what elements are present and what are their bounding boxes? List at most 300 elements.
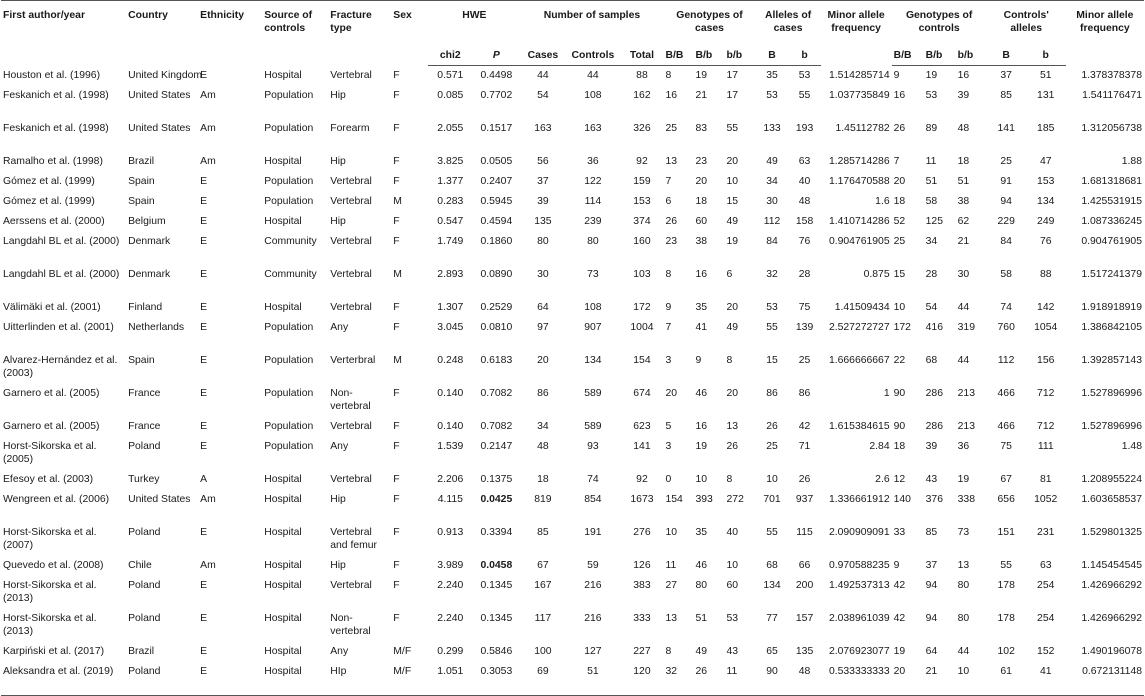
- table-row: [1, 437, 1144, 470]
- cell-controls-BB: 15: [893, 269, 906, 280]
- cell-controls-b: 47: [1039, 156, 1052, 167]
- cell-controls-Bb: 64: [925, 646, 938, 657]
- table-row: [1, 609, 1144, 642]
- cell-controls-BB: 19: [893, 646, 906, 657]
- cell-total: 88: [636, 70, 648, 81]
- table-row: [1, 192, 1144, 212]
- cell-cases: 34: [537, 421, 549, 432]
- cell-sex: M: [393, 196, 402, 207]
- cell-fracture: Vertebral and femur: [330, 527, 378, 551]
- cell-source: Population: [264, 355, 314, 366]
- cell-cases-b: 139: [795, 322, 814, 333]
- cell-cases-Bb: 10: [695, 474, 708, 485]
- cell-controls-b: 185: [1037, 123, 1055, 134]
- header-maf-controls: Minor allele frequency: [1076, 10, 1134, 34]
- subheader-cases-bb: b/b: [725, 46, 756, 66]
- cell-controls-BB: 52: [893, 216, 906, 227]
- cell-controls-BB: 90: [893, 388, 906, 399]
- cell-total: 126: [633, 560, 651, 571]
- cell-cases-bb: 20: [726, 388, 739, 399]
- header-hwe: HWE: [462, 10, 487, 21]
- cell-source: Hospital: [264, 560, 302, 571]
- cell-controls-b: 153: [1037, 176, 1055, 187]
- cell-ethnicity: E: [200, 441, 208, 452]
- table-header: [1, 1, 1144, 66]
- cell-maf-cases: 1.666666667: [828, 355, 890, 366]
- cell-author: Garnero et al. (2005): [3, 421, 100, 432]
- cell-controls-bb: 10: [956, 662, 987, 696]
- cell-maf-controls: 1.087336245: [1081, 216, 1142, 227]
- cell-source: Population: [264, 196, 314, 207]
- cell-controls: 108: [584, 90, 602, 101]
- cell-cases-b: 42: [798, 421, 811, 432]
- cell-controls-bb: 19: [957, 474, 970, 485]
- cell-cases-b: 75: [798, 302, 811, 313]
- cell-controls-BB: 22: [893, 355, 906, 366]
- cell-country: United States: [128, 123, 191, 134]
- cell-country: Denmark: [128, 236, 171, 247]
- cell-cases-Bb: 23: [695, 156, 708, 167]
- cell-cases-bb: 43: [726, 646, 739, 657]
- header-author: First author/year: [3, 10, 85, 21]
- cell-chi2: 0.571: [437, 70, 464, 81]
- cell-total: 172: [633, 302, 651, 313]
- cell-p: 0.4498: [480, 70, 513, 81]
- cell-cases-BB: 3: [665, 355, 672, 366]
- cell-chi2: 1.749: [437, 236, 464, 247]
- cell-cases: 48: [537, 441, 549, 452]
- cell-cases-BB: 8: [665, 646, 672, 657]
- cell-source: Population: [264, 176, 314, 187]
- header-fracture: Fracture type: [330, 10, 372, 34]
- cell-cases: 80: [537, 236, 549, 247]
- cell-controls-bb: 44: [957, 302, 970, 313]
- cell-controls-BB: 42: [893, 613, 906, 624]
- table-row: [1, 556, 1144, 576]
- cell-author: Gómez et al. (1999): [3, 196, 95, 207]
- cell-fracture: Hip: [330, 560, 346, 571]
- cell-cases: 30: [537, 269, 549, 280]
- cell-source: Hospital: [264, 302, 302, 313]
- cell-ethnicity: E: [200, 269, 208, 280]
- cell-sex: F: [393, 560, 400, 571]
- cell-country: United States: [128, 494, 191, 505]
- cell-cases-Bb: 21: [695, 90, 708, 101]
- cell-author: Alvarez-Hernández et al. (2003): [3, 355, 118, 379]
- header-genotypes-controls: Genotypes of controls: [905, 10, 973, 34]
- cell-maf-cases: 2.076923077: [828, 646, 890, 657]
- cell-controls-BB: 12: [893, 474, 906, 485]
- cell-maf-controls: 1.208955224: [1081, 474, 1142, 485]
- cell-controls-bb: 213: [957, 421, 975, 432]
- cell-cases-BB: 9: [665, 302, 672, 313]
- cell-cases-b: 135: [795, 646, 814, 657]
- cell-cases-B: 112: [763, 216, 781, 227]
- cell-controls: 191: [584, 527, 602, 538]
- cell-cases-b: 53: [798, 70, 811, 81]
- cell-cases-bb: 272: [726, 494, 744, 505]
- cell-country: Poland: [128, 613, 161, 624]
- cell-controls-B: 84: [1000, 236, 1012, 247]
- cell-controls-bb: 213: [957, 388, 975, 399]
- cell-cases-b: 66: [798, 560, 811, 571]
- cell-controls-B: 94: [1000, 196, 1012, 207]
- cell-maf-cases: 1.615384615: [828, 421, 890, 432]
- cell-sex: F: [393, 302, 400, 313]
- cell-sex: F: [393, 527, 400, 538]
- cell-p: 0.6183: [480, 355, 513, 366]
- cell-cases-b: 28: [798, 269, 811, 280]
- cell-author: Uitterlinden et al. (2001): [3, 322, 114, 333]
- subheader-controls-BB: B/B: [892, 46, 924, 66]
- cell-controls: 589: [584, 421, 602, 432]
- cell-p: 0.7702: [480, 90, 513, 101]
- header-samples: Number of samples: [543, 10, 641, 21]
- cell-author: Karpiński et al. (2017): [3, 646, 105, 657]
- cell-controls: 239: [584, 216, 602, 227]
- cell-controls-B: 85: [1000, 90, 1012, 101]
- cell-controls-BB: 172: [893, 322, 911, 333]
- cell-cases-BB: 8: [665, 70, 672, 81]
- cell-total: 383: [633, 580, 651, 591]
- cell-controls-b: 88: [1039, 269, 1052, 280]
- cell-fracture: Hip: [330, 90, 346, 101]
- cell-controls-Bb: 68: [925, 355, 938, 366]
- cell-cases-Bb: 18: [695, 196, 708, 207]
- cell-cases-b: 63: [798, 156, 811, 167]
- cell-cases: 97: [537, 322, 549, 333]
- cell-cases-BB: 3: [665, 441, 672, 452]
- subheader-cases-Bb: B/b: [694, 46, 725, 66]
- cell-author: Ramalho et al. (1998): [3, 156, 103, 167]
- cell-maf-controls: 1.517241379: [1081, 269, 1142, 280]
- cell-controls-BB: 9: [893, 560, 900, 571]
- cell-cases-Bb: 26: [694, 662, 725, 696]
- cell-controls-b: 152: [1037, 646, 1055, 657]
- table-row: [1, 232, 1144, 265]
- cell-cases-BB: 5: [665, 421, 672, 432]
- cell-p: 0.3053: [472, 662, 520, 696]
- cell-maf-cases: 0.875: [863, 269, 890, 280]
- cell-cases-B: 701: [763, 494, 781, 505]
- subheader-chi2: chi2: [428, 46, 472, 66]
- cell-chi2: 0.283: [437, 196, 464, 207]
- cell-controls: 589: [584, 388, 602, 399]
- cell-controls-Bb: 286: [925, 421, 943, 432]
- cell-chi2: 0.547: [437, 216, 464, 227]
- cell-source: Population: [264, 441, 314, 452]
- cell-cases-b: 115: [796, 527, 813, 538]
- cell-cases-BB: 13: [665, 156, 678, 167]
- cell-controls-B: 74: [1000, 302, 1012, 313]
- cell-source: Hospital: [262, 662, 328, 696]
- cell-sex: F: [393, 441, 400, 452]
- cell-p: 0.0425: [480, 494, 513, 505]
- cell-controls-bb: 80: [957, 613, 970, 624]
- cell-fracture: Vertebral: [330, 302, 372, 313]
- cell-source: Community: [264, 236, 317, 247]
- cell-controls-B: 25: [1000, 156, 1012, 167]
- cell-cases-bb: 11: [725, 662, 756, 696]
- cell-sex: M/F: [391, 662, 428, 696]
- cell-cases-b: 48: [798, 196, 811, 207]
- cell-country: Turkey: [128, 474, 160, 485]
- cell-cases: 85: [537, 527, 549, 538]
- cell-controls: 907: [584, 322, 602, 333]
- cell-total: 227: [633, 646, 651, 657]
- cell-author: Langdahl BL et al. (2000): [3, 269, 120, 280]
- table-row: [1, 298, 1144, 318]
- cell-maf-cases: 1.492537313: [828, 580, 890, 591]
- cell-controls: 114: [584, 196, 602, 207]
- cell-ethnicity: E: [200, 176, 208, 187]
- cell-maf-controls: 1.603658537: [1081, 494, 1142, 505]
- cell-chi2: 0.248: [437, 355, 464, 366]
- cell-maf-cases: 2.6: [875, 474, 890, 485]
- cell-chi2: 1.539: [437, 441, 464, 452]
- cell-controls-Bb: 94: [925, 613, 938, 624]
- cell-fracture: HIp: [328, 662, 391, 696]
- cell-fracture: Vertebral: [330, 474, 372, 485]
- cell-sex: F: [393, 216, 400, 227]
- cell-fracture: Vertebral: [330, 269, 372, 280]
- cell-country: Poland: [128, 527, 161, 538]
- cell-fracture: Vertebral: [330, 421, 372, 432]
- cell-ethnicity: E: [200, 646, 208, 657]
- cell-author: Houston et al. (1996): [3, 69, 101, 81]
- table-body: [1, 66, 1144, 696]
- cell-maf-controls: 1.681318681: [1081, 176, 1142, 187]
- cell-ethnicity: E: [200, 580, 208, 591]
- cell-cases-bb: 55: [726, 123, 739, 134]
- cell-controls-b: 712: [1037, 388, 1055, 399]
- cell-controls: 36: [587, 156, 599, 167]
- cell-author: Gómez et al. (1999): [3, 176, 95, 187]
- cell-cases-B: 55: [766, 527, 778, 538]
- subheader-cases: Cases: [520, 46, 565, 66]
- cell-sex: F: [393, 474, 400, 485]
- cell-country: Brazil: [128, 156, 155, 167]
- cell-maf-controls: 1.527896996: [1081, 421, 1142, 432]
- cell-cases-bb: 49: [726, 216, 739, 227]
- cell-maf-controls: 0.904761905: [1081, 236, 1142, 247]
- cell-controls-b: 76: [1039, 236, 1052, 247]
- cell-cases: 117: [534, 613, 552, 624]
- cell-cases-bb: 8: [726, 355, 733, 366]
- cell-controls-b: 111: [1037, 441, 1054, 452]
- cell-cases-BB: 13: [665, 613, 678, 624]
- cell-author: Feskanich et al. (1998): [3, 123, 109, 134]
- cell-cases-B: 30: [766, 196, 778, 207]
- cell-controls-Bb: 51: [925, 176, 938, 187]
- cell-ethnicity: E: [200, 236, 208, 247]
- cell-cases-Bb: 83: [695, 123, 708, 134]
- cell-cases-B: 68: [766, 560, 778, 571]
- cell-fracture: Vertebral: [330, 236, 372, 247]
- table-row: [1, 642, 1144, 662]
- cell-maf-cases: 1.336661912: [828, 494, 890, 505]
- cell-cases-BB: 26: [665, 216, 678, 227]
- cell-maf-cases: 0.970588235: [828, 560, 890, 571]
- cell-controls-B: 656: [997, 494, 1015, 505]
- cell-total: 374: [633, 216, 651, 227]
- header-sex: Sex: [393, 10, 412, 21]
- header-maf-cases: Minor allele frequency: [827, 10, 885, 34]
- cell-country: Chile: [128, 560, 152, 571]
- cell-maf-controls: 1.426966292: [1081, 613, 1142, 624]
- cell-controls-B: 102: [997, 646, 1015, 657]
- header-controls-alleles: Controls' alleles: [1003, 10, 1049, 34]
- cell-controls-Bb: 28: [925, 269, 938, 280]
- cell-cases-bb: 20: [726, 302, 739, 313]
- cell-cases-BB: 8: [665, 269, 672, 280]
- cell-author: Efesoy et al. (2003): [3, 474, 94, 485]
- cell-cases-B: 90: [756, 662, 789, 696]
- cell-controls-Bb: 89: [925, 123, 938, 134]
- cell-author: Aleksandra et al. (2019): [1, 662, 126, 696]
- subheader-controls-b: b: [1026, 46, 1066, 66]
- cell-cases-b: 158: [795, 216, 814, 227]
- cell-cases: 100: [534, 646, 552, 657]
- cell-controls-Bb: 37: [925, 560, 938, 571]
- cell-cases-bb: 17: [726, 90, 739, 101]
- cell-p: 0.4594: [480, 216, 513, 227]
- cell-controls-b: 63: [1039, 560, 1052, 571]
- table-row: [1, 417, 1144, 437]
- cell-controls-B: 112: [997, 355, 1015, 366]
- table-row: [1, 470, 1144, 490]
- cell-maf-controls: 1.918918919: [1081, 302, 1142, 313]
- cell-controls-B: 178: [997, 613, 1015, 624]
- cell-maf-cases: 1.410714286: [828, 216, 890, 227]
- cell-p: 0.2529: [480, 302, 513, 313]
- cell-cases-Bb: 60: [695, 216, 708, 227]
- cell-controls-BB: 20: [892, 662, 924, 696]
- cell-chi2: 2.206: [437, 474, 464, 485]
- cell-fracture: Vertebral: [330, 176, 372, 187]
- cell-cases: 163: [534, 123, 552, 134]
- cell-total: 333: [633, 613, 651, 624]
- cell-ethnicity: E: [200, 613, 208, 624]
- cell-controls: 44: [587, 70, 599, 81]
- cell-cases-B: 49: [766, 156, 778, 167]
- cell-ethnicity: E: [200, 527, 208, 538]
- cell-cases-Bb: 19: [695, 441, 708, 452]
- header-country: Country: [128, 10, 168, 21]
- cell-ethnicity: E: [200, 322, 208, 333]
- cell-fracture: Forearm: [330, 123, 370, 134]
- cell-maf-controls: 1.48: [1121, 441, 1142, 452]
- cell-country: Poland: [126, 662, 198, 696]
- cell-cases-bb: 17: [726, 70, 739, 81]
- cell-controls-b: 1052: [1034, 494, 1058, 505]
- cell-controls-B: 466: [997, 421, 1015, 432]
- cell-cases-B: 133: [763, 123, 781, 134]
- cell-country: Poland: [128, 580, 161, 591]
- cell-controls-b: 81: [1039, 474, 1052, 485]
- cell-cases: 20: [537, 355, 549, 366]
- cell-fracture: Vertebral: [330, 196, 372, 207]
- cell-cases-BB: 7: [665, 176, 672, 187]
- cell-cases: 86: [537, 388, 549, 399]
- cell-maf-controls: 1.145454545: [1081, 560, 1142, 571]
- cell-maf-cases: 1.514285714: [828, 69, 890, 81]
- cell-ethnicity: Am: [200, 156, 216, 167]
- cell-source: Population: [264, 421, 314, 432]
- cell-controls-b: 41: [1026, 662, 1066, 696]
- cell-country: Belgium: [128, 216, 166, 227]
- cell-maf-cases: 1.45112782: [835, 123, 890, 134]
- cell-sex: F: [393, 322, 400, 333]
- cell-source: Hospital: [264, 527, 302, 538]
- cell-controls-b: 254: [1037, 580, 1055, 591]
- cell-cases-Bb: 19: [695, 70, 708, 81]
- cell-controls: 51: [565, 662, 620, 696]
- cell-chi2: 1.377: [437, 176, 464, 187]
- cell-cases-b: 48: [789, 662, 821, 696]
- cell-cases-b: 200: [795, 580, 814, 591]
- cell-chi2: 0.085: [437, 90, 464, 101]
- cell-fracture: Non-vertebral: [330, 613, 371, 637]
- cell-country: Brazil: [128, 646, 155, 657]
- cell-controls-Bb: 11: [925, 156, 937, 167]
- cell-source: Hospital: [264, 646, 302, 657]
- cell-ethnicity: E: [200, 355, 208, 366]
- cell-controls-B: 61: [987, 662, 1026, 696]
- cell-controls-bb: 38: [957, 196, 970, 207]
- cell-cases-Bb: 51: [695, 613, 708, 624]
- header-ethnicity: Ethnicity: [200, 10, 245, 21]
- cell-source: Hospital: [264, 580, 302, 591]
- header-alleles-cases: Alleles of cases: [764, 10, 812, 34]
- cell-fracture: Any: [330, 441, 349, 452]
- cell-maf-cases: 2.84: [869, 441, 890, 452]
- cell-author: Horst-Sikorska et al. (2007): [3, 527, 97, 551]
- cell-p: 0.1345: [480, 613, 513, 624]
- cell-controls-b: 1054: [1034, 322, 1058, 333]
- cell-controls-BB: 7: [893, 156, 900, 167]
- cell-cases-bb: 13: [726, 421, 739, 432]
- cell-cases-BB: 25: [665, 123, 678, 134]
- cell-controls-Bb: 376: [925, 494, 943, 505]
- cell-controls-B: 178: [997, 580, 1015, 591]
- cell-author: Horst-Sikorska et al. (2005): [3, 441, 97, 465]
- cell-total: 103: [633, 269, 651, 280]
- cell-country: Spain: [128, 196, 155, 207]
- cell-controls-Bb: 34: [925, 236, 938, 247]
- cell-cases-Bb: 46: [695, 560, 708, 571]
- cell-cases-bb: 10: [726, 176, 739, 187]
- cell-controls-BB: 10: [893, 302, 906, 313]
- cell-country: United Kingdom: [128, 69, 203, 81]
- cell-maf-cases: 0.533333333: [821, 662, 892, 696]
- cell-cases: 54: [537, 90, 549, 101]
- cell-controls-bb: 21: [957, 236, 970, 247]
- cell-cases-Bb: 41: [695, 322, 708, 333]
- cell-controls: 163: [584, 123, 602, 134]
- cell-maf-controls: 1.426966292: [1081, 580, 1142, 591]
- cell-maf-cases: 1: [883, 388, 890, 399]
- cell-chi2: 1.051: [428, 662, 472, 696]
- cell-controls: 216: [584, 613, 602, 624]
- cell-source: Population: [264, 123, 314, 134]
- cell-sex: M/F: [393, 646, 412, 657]
- cell-controls-b: 131: [1037, 90, 1055, 101]
- cell-maf-controls: 1.386842105: [1081, 322, 1142, 333]
- cell-chi2: 2.240: [437, 613, 464, 624]
- cell-total: 153: [633, 196, 651, 207]
- cell-sex: F: [393, 90, 400, 101]
